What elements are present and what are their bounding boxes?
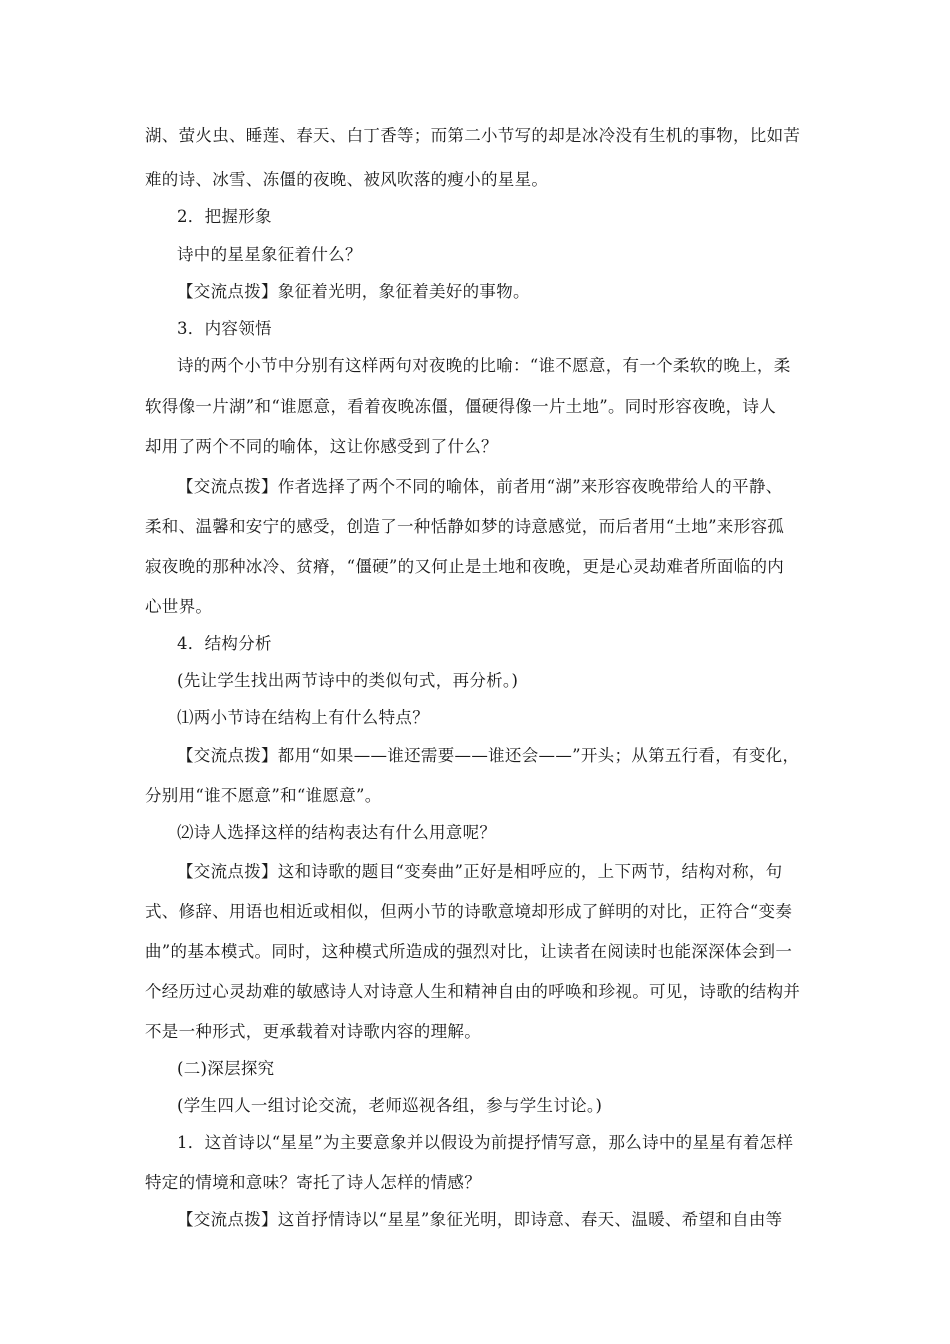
- text-line: 式、修辞、用语也相近或相似，但两小节的诗歌意境却形成了鲜明的对比，正符合“变奏: [145, 902, 793, 921]
- text-line: 诗的两个小节中分别有这样两句对夜晚的比喻：“谁不愿意，有一个柔软的晚上，柔: [177, 356, 791, 375]
- section-heading: 3．内容领悟: [177, 319, 272, 338]
- text-line: 心世界。: [145, 597, 213, 616]
- text-line: 曲”的基本模式。同时，这种模式所造成的强烈对比，让读者在阅读时也能深深体会到一: [145, 942, 793, 961]
- text-line: 分别用“谁不愿意”和“谁愿意”。: [145, 786, 382, 805]
- answer-text: 【交流点拨】这和诗歌的题目“变奏曲”正好是相呼应的，上下两节，结构对称，句: [177, 862, 783, 881]
- text-line: 个经历过心灵劫难的敏感诗人对诗意人生和精神自由的呼唤和珍视。可见，诗歌的结构并: [145, 982, 801, 1001]
- text-line: 湖、萤火虫、睡莲、春天、白丁香等；而第二小节写的却是冰冷没有生机的事物，比如苦: [145, 126, 801, 145]
- text-line: 软得像一片湖”和“谁愿意，看着夜晚冻僵，僵硬得像一片土地”。同时形容夜晚，诗人: [145, 397, 777, 416]
- answer-text: 【交流点拨】这首抒情诗以“星星”象征光明，即诗意、春天、温暖、希望和自由等: [177, 1210, 783, 1229]
- text-line: 特定的情境和意味？寄托了诗人怎样的情感？: [145, 1173, 481, 1192]
- answer-text: 【交流点拨】作者选择了两个不同的喻体，前者用“湖”来形容夜晚带给人的平静、: [177, 477, 783, 496]
- text-line: 柔和、温馨和安宁的感受，创造了一种恬静如梦的诗意感觉，而后者用“土地”来形容孤: [145, 517, 785, 536]
- text-line: 不是一种形式，更承载着对诗歌内容的理解。: [145, 1022, 481, 1041]
- question-text: ⑴两小节诗在结构上有什么特点？: [177, 708, 429, 727]
- note-text: (先让学生找出两节诗中的类似句式，再分析。): [177, 671, 519, 690]
- section-heading: 2．把握形象: [177, 207, 272, 226]
- section-heading: (二)深层探究: [177, 1059, 275, 1078]
- answer-text: 【交流点拨】象征着光明，象征着美好的事物。: [177, 282, 530, 301]
- section-heading: 4．结构分析: [177, 634, 272, 653]
- answer-text: 【交流点拨】都用“如果——谁还需要——谁还会——”开头；从第五行看，有变化，: [177, 746, 800, 765]
- question-text: 诗中的星星象征着什么？: [177, 245, 362, 264]
- text-line: 寂夜晚的那种冰冷、贫瘠，“僵硬”的又何止是土地和夜晚，更是心灵劫难者所面临的内: [145, 557, 785, 576]
- question-text: 1．这首诗以“星星”为主要意象并以假设为前提抒情写意，那么诗中的星星有着怎样: [177, 1133, 794, 1152]
- question-text: ⑵诗人选择这样的结构表达有什么用意呢？: [177, 823, 497, 842]
- text-line: 却用了两个不同的喻体，这让你感受到了什么？: [145, 437, 498, 456]
- text-line: 难的诗、冰雪、冻僵的夜晚、被风吹落的瘦小的星星。: [145, 170, 549, 189]
- note-text: (学生四人一组讨论交流，老师巡视各组，参与学生讨论。): [177, 1096, 603, 1115]
